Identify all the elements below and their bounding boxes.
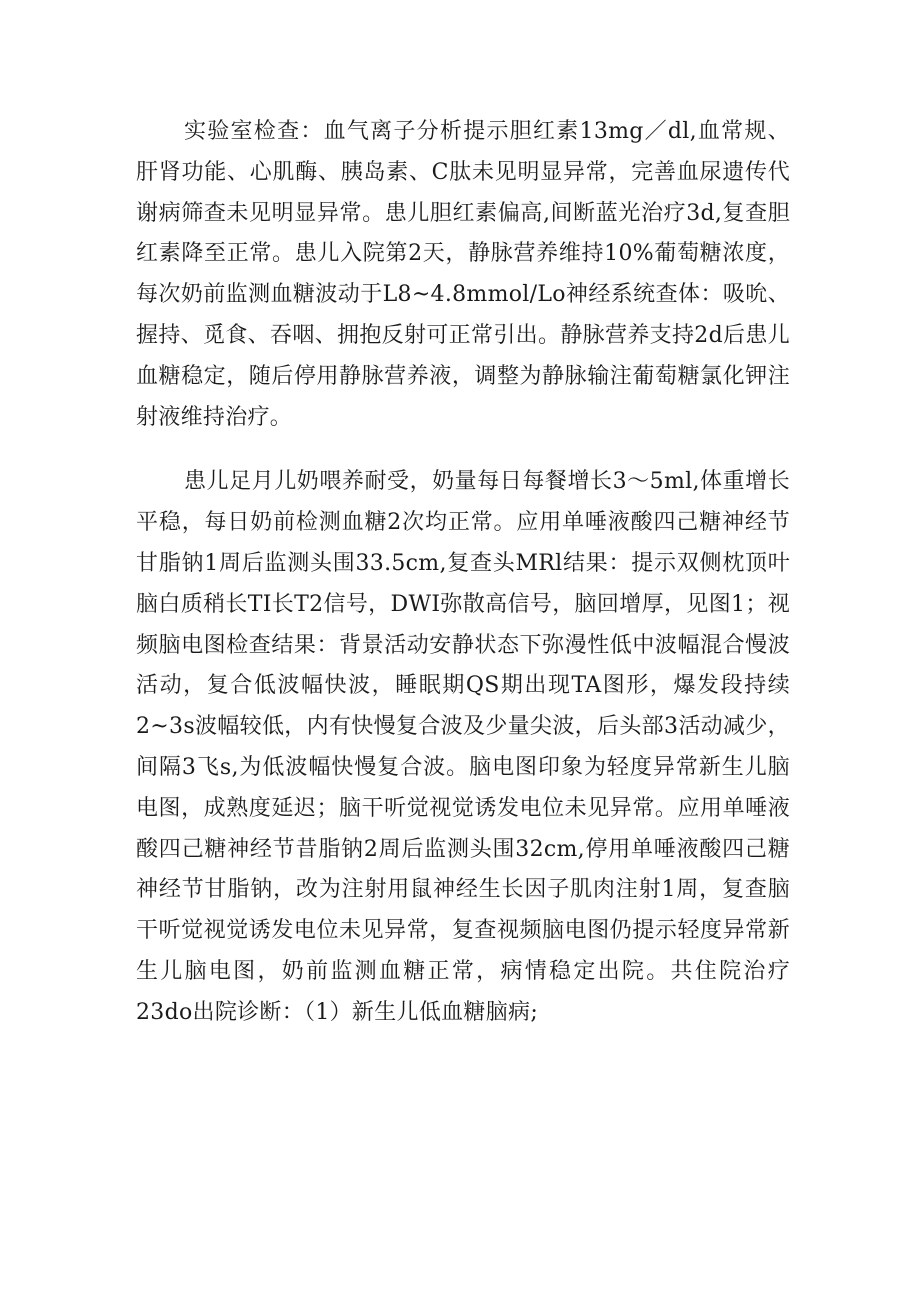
paragraph-lab-tests: 实验室检查：血气离子分析提示胆红素13mg／dl,血常规、肝肾功能、心肌酶、胰岛素、C肽未见明显异常，完善血尿遗传代谢病筛查未见明显异常。患儿胆红素偏高,间断蓝光治疗3d,复查胆红素降至正常。患儿入院第2天，静脉营养维持10%葡萄糖浓度，每次奶前监测血糖波动于L8~4.8mmol/Lo神经系统查体：吸吮、握持、觅食、吞咽、拥抱反射可正常引出。静脉营养支持2d后患儿血糖稳定，随后停用静脉营养液，调整为静脉输注葡萄糖氯化钾注射液维持治疗。	[136, 119, 790, 430]
document-body	[136, 112, 790, 1034]
paragraph-treatment-course: 患儿足月儿奶喂养耐受，奶量每日每餐增长3～5ml,体重增长平稳，每日奶前检测血糖2次均正常。应用单唾液酸四己糖神经节甘脂钠1周后监测头围33.5cm,复查头MRl结果：提示双侧枕顶叶脑白质稍长TI长T2信号，DWI弥散高信号，脑回增厚，见图1；视频脑电图检查结果：背景活动安静状态下弥漫性低中波幅混合慢波活动，复合低波幅快波，睡眠期QS期出现TA图形，爆发段持续2~3s波幅较低，内有快慢复合波及少量尖波，后头部3活动减少，间隔3飞s,为低波幅快慢复合波。脑电图印象为轻度异常新生儿脑电图，成熟度延迟；脑干听觉视觉诱发电位未见异常。应用单唾液酸四己糖神经节昔脂钠2周后监测头围32cm,停用单唾液酸四己糖神经节甘脂钠，改为注射用鼠神经生长因子肌肉注射1周，复查脑干听觉视觉诱发电位未见异常，复查视频脑电图仍提示轻度异常新生儿脑电图，奶前监测血糖正常，病情稳定出院。共住院治疗23do出院诊断：（1）新生儿低血糖脑病;	[136, 469, 790, 1025]
